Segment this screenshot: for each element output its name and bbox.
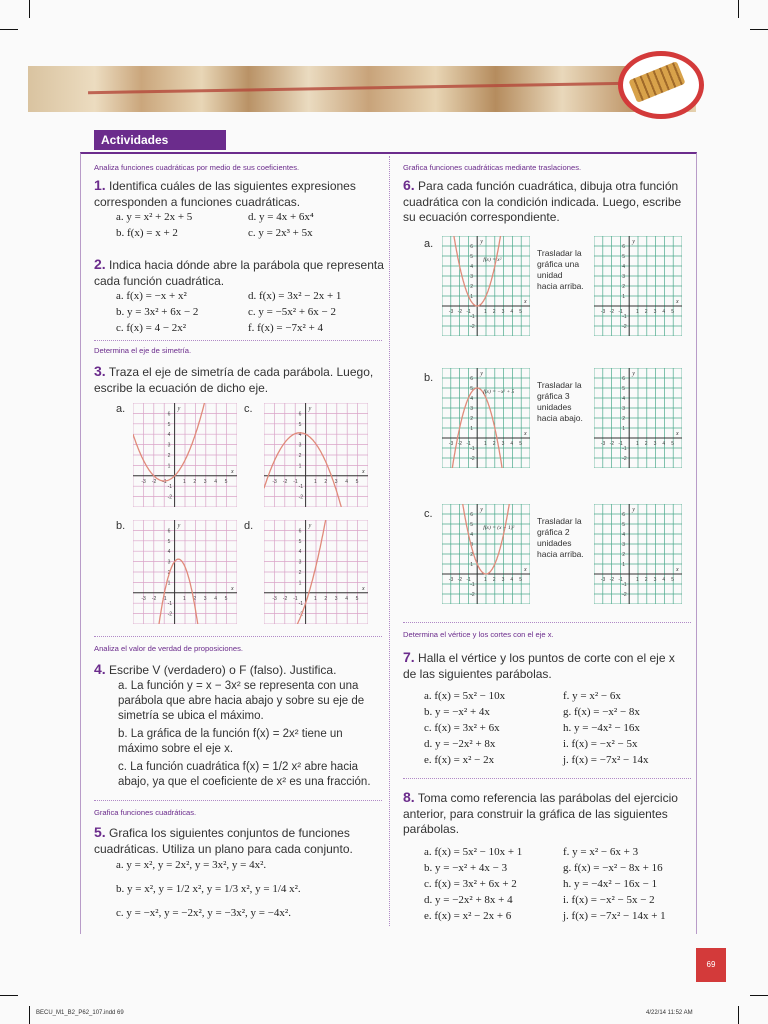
svg-text:-1: -1 — [622, 314, 627, 320]
svg-text:5: 5 — [622, 254, 625, 260]
svg-text:5: 5 — [519, 309, 522, 315]
svg-text:3: 3 — [470, 406, 473, 412]
svg-text:5: 5 — [167, 538, 171, 545]
svg-text:1: 1 — [622, 426, 625, 432]
svg-text:4: 4 — [662, 309, 666, 315]
date-slug: 4/22/14 11:52 AM — [646, 1010, 693, 1016]
q8-item-g: g. f(x) = −x² − 8x + 16 — [563, 862, 663, 874]
q2-item-b: b. y = 3x² + 6x − 2 — [116, 306, 199, 318]
svg-text:3: 3 — [622, 274, 625, 280]
question-4 — [94, 662, 384, 679]
question-2 — [94, 257, 384, 289]
svg-text:-1: -1 — [622, 582, 627, 588]
q7-item-j: j. f(x) = −7x² − 14x — [563, 754, 649, 766]
graph-3c — [264, 403, 368, 507]
svg-text:y: y — [632, 239, 635, 245]
subtitle-valor-verdad: Analiza el valor de verdad de proposiciones. — [94, 644, 244, 653]
q8-item-b: b. y = −x² + 4x − 3 — [424, 862, 508, 874]
q7-item-e: e. f(x) = x² − 2x — [424, 754, 495, 766]
panpipe-icon — [618, 51, 704, 119]
q4-item-b: b. La gráfica de la función f(x) = 2x² tiene un máximo sobre el eje x. — [118, 728, 343, 755]
svg-text:1: 1 — [167, 463, 171, 470]
svg-text:5: 5 — [519, 577, 522, 583]
q1-item-d: d. y = 4x + 6x⁴ — [248, 211, 314, 223]
svg-text:3: 3 — [653, 577, 657, 583]
svg-text:4: 4 — [622, 396, 625, 402]
svg-text:2: 2 — [622, 416, 625, 422]
q1-item-a: a. y = x² + 2x + 5 — [116, 211, 193, 223]
q2-item-a: a. f(x) = −x + x² — [116, 290, 187, 302]
svg-text:2: 2 — [193, 595, 197, 602]
svg-text:3: 3 — [501, 309, 505, 315]
svg-text:3: 3 — [203, 478, 207, 485]
svg-text:-3: -3 — [448, 441, 454, 447]
svg-text:2: 2 — [324, 595, 328, 602]
svg-text:-3: -3 — [272, 478, 277, 485]
svg-text:2: 2 — [644, 441, 648, 447]
question-number: 1. — [94, 177, 106, 193]
svg-text:-1: -1 — [466, 577, 471, 583]
svg-text:-2: -2 — [282, 478, 288, 485]
svg-text:3: 3 — [501, 577, 505, 583]
svg-text:-3: -3 — [600, 309, 606, 315]
svg-text:y: y — [480, 371, 483, 377]
svg-text:2: 2 — [492, 441, 496, 447]
question-text: Identifica cuáles de las siguientes expresiones corresponden a funciones cuadráticas. — [94, 179, 356, 209]
svg-text:-1: -1 — [162, 595, 167, 602]
svg-text:4: 4 — [298, 432, 302, 439]
q7-item-a: a. f(x) = 5x² − 10x — [424, 690, 506, 702]
svg-text:6: 6 — [470, 244, 473, 250]
svg-text:1: 1 — [298, 580, 302, 587]
question-text: Escribe V (verdadero) o F (falso). Justifica. — [109, 663, 337, 677]
question-number: 4. — [94, 661, 106, 677]
svg-text:6: 6 — [298, 411, 302, 418]
q3-label-c: c. — [244, 403, 253, 415]
svg-text:5: 5 — [355, 478, 359, 485]
svg-text:5: 5 — [224, 478, 228, 485]
svg-text:2: 2 — [644, 577, 648, 583]
svg-text:y: y — [308, 406, 312, 412]
svg-text:y: y — [632, 507, 635, 513]
graph-6c — [442, 504, 530, 604]
column-divider — [389, 156, 390, 926]
q7-item-i: i. f(x) = −x² − 5x — [563, 738, 638, 750]
q8-item-a: a. f(x) = 5x² − 10x + 1 — [424, 846, 523, 858]
svg-text:3: 3 — [470, 274, 473, 280]
svg-text:1: 1 — [314, 478, 317, 485]
svg-text:1: 1 — [636, 309, 639, 315]
q3-label-a: a. — [116, 403, 126, 415]
svg-text:-2: -2 — [457, 577, 463, 583]
svg-text:2: 2 — [644, 309, 648, 315]
q6-note-c — [537, 516, 584, 560]
q8-item-i: i. f(x) = −x² − 5x − 2 — [563, 894, 655, 906]
svg-text:3: 3 — [167, 442, 171, 449]
svg-text:2: 2 — [622, 552, 625, 558]
svg-text:3: 3 — [501, 441, 505, 447]
answer-grid-6b[interactable] — [594, 368, 682, 468]
svg-text:-2: -2 — [470, 456, 475, 462]
question-7 — [403, 650, 691, 682]
svg-text:-2: -2 — [622, 592, 627, 598]
svg-text:4: 4 — [662, 577, 666, 583]
svg-text:-3: -3 — [141, 478, 146, 485]
question-text: Grafica los siguientes conjuntos de funciones cuadráticas. Utiliza un plano para cada conjunto. — [94, 826, 353, 856]
svg-text:1: 1 — [484, 577, 487, 583]
svg-text:5: 5 — [622, 522, 625, 528]
svg-text:1: 1 — [470, 294, 473, 300]
svg-text:-2: -2 — [282, 595, 288, 602]
svg-text:y: y — [632, 371, 635, 377]
svg-text:6: 6 — [622, 376, 625, 382]
svg-text:5: 5 — [470, 522, 473, 528]
svg-text:y: y — [308, 523, 312, 529]
svg-text:y: y — [480, 507, 483, 513]
svg-text:3: 3 — [470, 542, 473, 548]
svg-text:2: 2 — [167, 570, 171, 576]
svg-text:-1: -1 — [618, 309, 623, 315]
subtitle-traslaciones: Grafica funciones cuadráticas mediante traslaciones. — [403, 163, 582, 172]
svg-text:5: 5 — [671, 441, 674, 447]
svg-text:-1: -1 — [293, 595, 298, 602]
svg-text:x: x — [524, 567, 527, 573]
svg-text:-3: -3 — [272, 595, 277, 602]
question-number: 7. — [403, 649, 415, 665]
svg-text:-2: -2 — [151, 478, 157, 485]
svg-text:4: 4 — [167, 549, 171, 556]
svg-text:4: 4 — [345, 595, 348, 602]
q7-item-f: f. y = x² − 6x — [563, 690, 621, 702]
svg-text:-2: -2 — [609, 577, 615, 583]
q8-item-f: f. y = x² − 6x + 3 — [563, 846, 639, 858]
svg-text:1: 1 — [167, 580, 171, 587]
svg-text:-3: -3 — [448, 577, 454, 583]
svg-text:1: 1 — [470, 562, 473, 568]
note-line: Trasladar la — [537, 516, 582, 526]
subtitle-grafica: Grafica funciones cuadráticas. — [94, 808, 197, 817]
svg-text:2: 2 — [492, 577, 496, 583]
note-line: unidades — [537, 538, 572, 548]
svg-text:4: 4 — [470, 396, 473, 402]
svg-text:-1: -1 — [466, 441, 471, 447]
svg-text:x: x — [524, 431, 527, 437]
q8-item-j: j. f(x) = −7x² − 14x + 1 — [563, 910, 666, 922]
graph-function-label: f(x) = −x² + 5 — [483, 389, 515, 395]
svg-text:-1: -1 — [293, 478, 298, 485]
svg-text:5: 5 — [470, 386, 473, 392]
q7-item-b: b. y = −x² + 4x — [424, 706, 490, 718]
note-line: gráfica una — [537, 259, 580, 269]
svg-text:1: 1 — [622, 294, 625, 300]
svg-text:1: 1 — [314, 595, 317, 602]
svg-text:4: 4 — [345, 478, 348, 485]
svg-text:5: 5 — [355, 595, 359, 602]
svg-text:6: 6 — [167, 411, 171, 418]
note-line: unidad — [537, 270, 563, 280]
svg-text:-1: -1 — [470, 582, 475, 588]
question-number: 3. — [94, 363, 106, 379]
svg-text:5: 5 — [622, 386, 625, 392]
graph-6a — [442, 236, 530, 336]
question-text: Toma como referencia las parábolas del ejercicio anterior, para construir la gráfica de las siguientes parábolas. — [403, 791, 678, 836]
svg-text:5: 5 — [224, 595, 228, 602]
svg-text:2: 2 — [298, 570, 302, 576]
svg-text:1: 1 — [183, 478, 186, 485]
svg-text:1: 1 — [470, 426, 473, 432]
q7-item-g: g. f(x) = −x² − 8x — [563, 706, 640, 718]
q5-item-b: b. y = x², y = 1/2 x², y = 1/3 x², y = 1/4 x². — [116, 883, 301, 895]
svg-text:x: x — [676, 567, 679, 573]
svg-text:3: 3 — [653, 309, 657, 315]
svg-text:-3: -3 — [448, 309, 454, 315]
divider — [94, 800, 382, 801]
note-line: hacia arriba. — [537, 549, 584, 559]
svg-text:-3: -3 — [600, 577, 606, 583]
svg-text:2: 2 — [492, 309, 496, 315]
svg-text:2: 2 — [167, 453, 171, 459]
page-number: 69 — [696, 948, 726, 982]
q8-item-h: h. y = −4x² − 16x − 1 — [563, 878, 658, 890]
svg-text:6: 6 — [470, 512, 473, 518]
q5-item-c: c. y = −x², y = −2x², y = −3x², y = −4x². — [116, 907, 291, 919]
answer-grid-6c[interactable] — [594, 504, 682, 604]
q3-label-b: b. — [116, 520, 126, 532]
svg-text:-1: -1 — [298, 484, 304, 491]
question-text: Indica hacia dónde abre la parábola que representa cada función cuadrática. — [94, 258, 384, 288]
svg-text:3: 3 — [653, 441, 657, 447]
q7-item-h: h. y = −4x² − 16x — [563, 722, 640, 734]
svg-text:-2: -2 — [457, 309, 463, 315]
svg-text:4: 4 — [214, 478, 217, 485]
note-line: Trasladar la — [537, 380, 582, 390]
svg-text:-2: -2 — [609, 441, 615, 447]
svg-text:2: 2 — [470, 416, 473, 422]
svg-text:-1: -1 — [618, 577, 623, 583]
file-slug: BECU_M1_B2_P62_107.indd 69 — [36, 1010, 124, 1016]
svg-text:-2: -2 — [298, 611, 304, 618]
svg-text:3: 3 — [298, 442, 302, 449]
svg-text:x: x — [231, 468, 234, 475]
svg-text:4: 4 — [662, 441, 666, 447]
svg-text:1: 1 — [484, 309, 487, 315]
graph-3a — [133, 403, 237, 507]
svg-text:1: 1 — [183, 595, 186, 602]
question-3 — [94, 364, 384, 396]
svg-text:1: 1 — [636, 577, 639, 583]
q5-item-a: a. y = x², y = 2x², y = 3x², y = 4x². — [116, 859, 267, 871]
svg-text:2: 2 — [622, 284, 625, 290]
svg-text:6: 6 — [470, 376, 473, 382]
svg-text:x: x — [676, 431, 679, 437]
svg-text:-1: -1 — [167, 601, 173, 608]
question-6 — [403, 178, 691, 226]
q8-item-d: d. y = −2x² + 8x + 4 — [424, 894, 513, 906]
svg-text:5: 5 — [167, 421, 171, 428]
svg-text:3: 3 — [622, 542, 625, 548]
svg-text:4: 4 — [167, 432, 171, 439]
svg-text:5: 5 — [298, 421, 302, 428]
answer-grid-6a[interactable] — [594, 236, 682, 336]
graph-3d — [264, 520, 368, 624]
svg-text:4: 4 — [470, 532, 473, 538]
q4-item-a: a. La función y = x − 3x² se representa con una parábola que abre hacia abajo y sobre su eje de simetría se ubica el máximo. — [118, 680, 365, 722]
svg-text:-2: -2 — [298, 494, 304, 501]
svg-text:2: 2 — [324, 478, 328, 485]
question-number: 2. — [94, 256, 106, 272]
graph-3b — [133, 520, 237, 624]
svg-text:3: 3 — [167, 559, 171, 566]
divider — [403, 622, 691, 623]
svg-text:-2: -2 — [622, 324, 627, 330]
q7-item-d: d. y = −2x² + 8x — [424, 738, 496, 750]
svg-text:-1: -1 — [618, 441, 623, 447]
header-banner-photo — [28, 66, 696, 112]
svg-text:2: 2 — [470, 552, 473, 558]
svg-text:-2: -2 — [151, 595, 157, 602]
q6-note-a — [537, 248, 584, 292]
svg-text:1: 1 — [622, 562, 625, 568]
q7-item-c: c. f(x) = 3x² + 6x — [424, 722, 500, 734]
svg-text:4: 4 — [470, 264, 473, 270]
subtitle-vertice: Determina el vértice y los cortes con el eje x. — [403, 630, 554, 639]
q8-item-c: c. f(x) = 3x² + 6x + 2 — [424, 878, 517, 890]
q1-item-b: b. f(x) = x + 2 — [116, 227, 178, 239]
question-1 — [94, 178, 384, 210]
graph-function-label: f(x) = x² — [483, 257, 502, 263]
svg-text:x: x — [676, 299, 679, 305]
svg-text:5: 5 — [671, 309, 674, 315]
svg-text:4: 4 — [622, 532, 625, 538]
question-text: Traza el eje de simetría de cada parábola. Luego, escribe la ecuación de dicho eje. — [94, 365, 374, 395]
svg-text:4: 4 — [510, 577, 514, 583]
question-number: 6. — [403, 177, 415, 193]
svg-text:3: 3 — [334, 478, 338, 485]
svg-text:5: 5 — [298, 538, 302, 545]
graph-function-label: f(x) = (x − 1)² — [483, 525, 515, 531]
q8-item-e: e. f(x) = x² − 2x + 6 — [424, 910, 512, 922]
svg-text:-2: -2 — [457, 441, 463, 447]
svg-text:1: 1 — [636, 441, 639, 447]
q4-item-c: c. La función cuadrática f(x) = 1/2 x² abre hacia abajo, ya que el coeficiente de x² es una fracción. — [118, 761, 371, 788]
subtitle-coeficientes: Analiza funciones cuadráticas por medio de sus coeficientes. — [94, 163, 300, 172]
svg-text:6: 6 — [167, 528, 171, 535]
note-line: gráfica 3 — [537, 391, 570, 401]
svg-text:4: 4 — [510, 309, 514, 315]
q2-item-c: c. f(x) = 4 − 2x² — [116, 322, 187, 334]
subtitle-eje-simetria: Determina el eje de simetría. — [94, 346, 192, 355]
svg-text:1: 1 — [484, 441, 487, 447]
svg-text:-2: -2 — [470, 324, 475, 330]
svg-text:x: x — [362, 585, 365, 592]
svg-text:-2: -2 — [470, 592, 475, 598]
question-8 — [403, 790, 691, 838]
svg-text:2: 2 — [193, 478, 197, 485]
svg-text:5: 5 — [470, 254, 473, 260]
note-line: gráfica 2 — [537, 527, 570, 537]
q6-label-c: c. — [424, 508, 433, 520]
svg-text:4: 4 — [622, 264, 625, 270]
svg-text:-3: -3 — [141, 595, 146, 602]
svg-text:-1: -1 — [470, 314, 475, 320]
question-number: 5. — [94, 824, 106, 840]
svg-text:x: x — [524, 299, 527, 305]
q2-item-f: f. f(x) = −7x² + 4 — [248, 322, 324, 334]
svg-text:1: 1 — [298, 463, 302, 470]
svg-text:5: 5 — [671, 577, 674, 583]
question-5 — [94, 825, 384, 857]
divider — [403, 778, 691, 779]
q1-item-c: c. y = 2x³ + 5x — [248, 227, 313, 239]
svg-text:3: 3 — [334, 595, 338, 602]
svg-text:2: 2 — [470, 284, 473, 290]
question-text: Para cada función cuadrática, dibuja otra función cuadrática con la condición indicada. Luego, escribe su ecuación correspondiente. — [403, 179, 682, 224]
svg-text:-2: -2 — [167, 611, 173, 618]
svg-text:5: 5 — [519, 441, 522, 447]
q6-label-b: b. — [424, 372, 434, 384]
note-line: Trasladar la — [537, 248, 582, 258]
divider — [94, 340, 382, 341]
svg-text:-1: -1 — [470, 446, 475, 452]
note-line: hacia arriba. — [537, 281, 584, 291]
question-text: Halla el vértice y los puntos de corte con el eje x de las siguientes parábolas. — [403, 651, 675, 681]
section-label: Actividades — [94, 130, 226, 150]
q3-label-d: d. — [244, 520, 254, 532]
svg-text:4: 4 — [214, 595, 217, 602]
svg-text:y: y — [480, 239, 483, 245]
svg-text:2: 2 — [298, 453, 302, 459]
svg-text:6: 6 — [298, 528, 302, 535]
graph-6b — [442, 368, 530, 468]
svg-text:y: y — [177, 523, 181, 529]
svg-text:3: 3 — [622, 406, 625, 412]
q6-label-a: a. — [424, 238, 434, 250]
svg-text:6: 6 — [622, 244, 625, 250]
svg-text:-3: -3 — [600, 441, 606, 447]
svg-text:-1: -1 — [466, 309, 471, 315]
svg-text:-2: -2 — [167, 494, 173, 501]
svg-text:y: y — [177, 406, 181, 412]
svg-text:4: 4 — [510, 441, 514, 447]
svg-text:x: x — [362, 468, 365, 475]
question-number: 8. — [403, 789, 415, 805]
note-line: unidades — [537, 402, 572, 412]
svg-text:-2: -2 — [609, 309, 615, 315]
svg-text:-1: -1 — [622, 446, 627, 452]
divider — [94, 636, 382, 637]
svg-text:-1: -1 — [167, 484, 173, 491]
svg-text:-2: -2 — [622, 456, 627, 462]
q2-item-d: d. f(x) = 3x² − 2x + 1 — [248, 290, 342, 302]
svg-text:3: 3 — [203, 595, 207, 602]
svg-text:x: x — [231, 585, 234, 592]
svg-text:3: 3 — [298, 559, 302, 566]
svg-text:4: 4 — [298, 549, 302, 556]
svg-text:6: 6 — [622, 512, 625, 518]
note-line: hacia abajo. — [537, 413, 583, 423]
svg-text:-1: -1 — [162, 478, 167, 485]
svg-text:-1: -1 — [298, 601, 304, 608]
q6-note-b — [537, 380, 583, 424]
q2-item-e: c. y = −5x² + 6x − 2 — [248, 306, 336, 318]
